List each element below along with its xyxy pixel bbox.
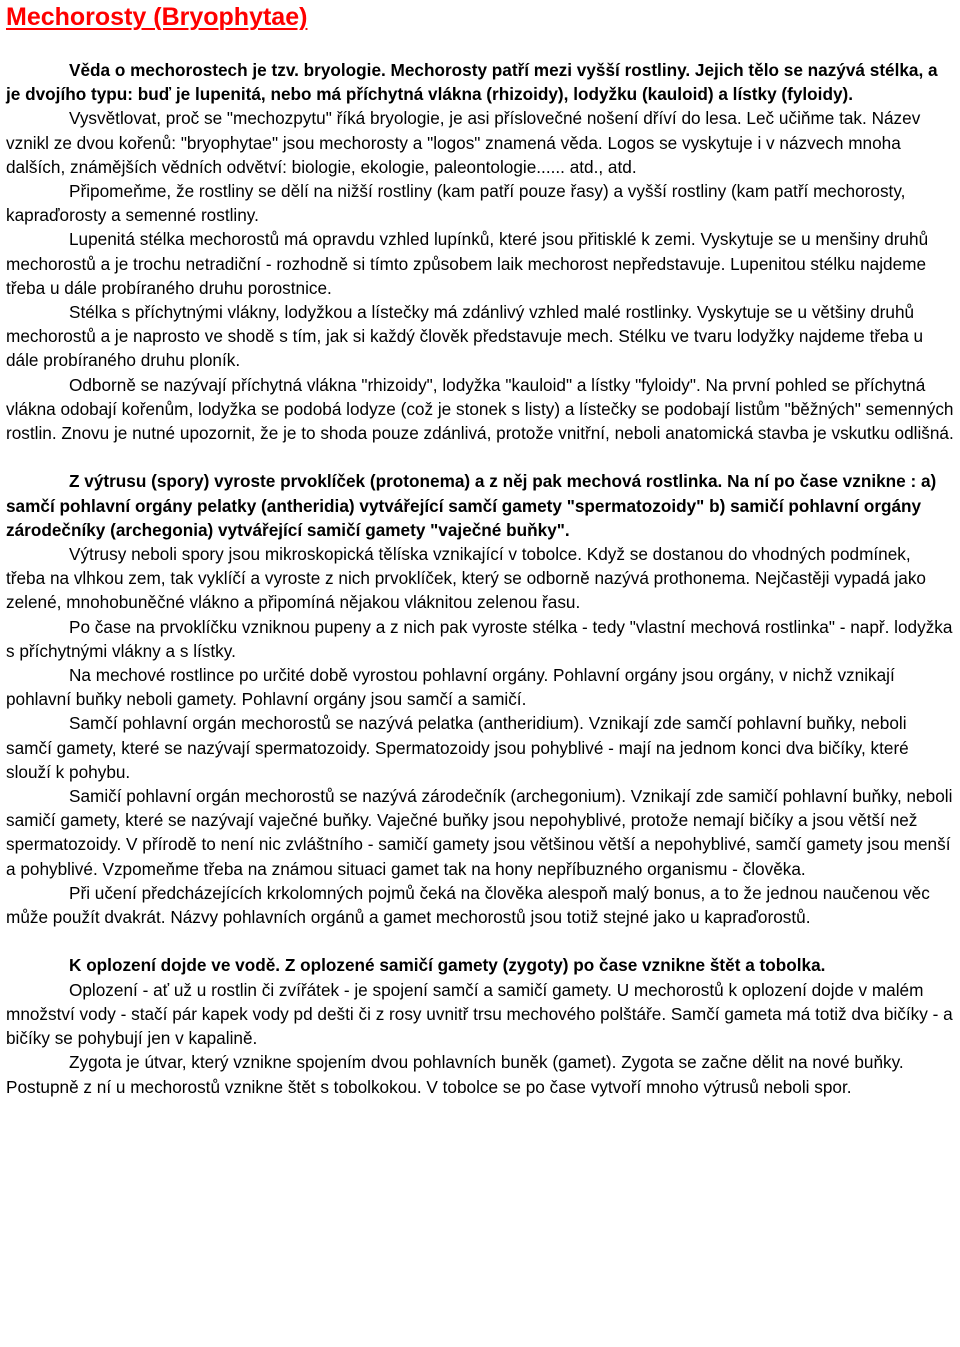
paragraph-bold-text: Z výtrusu (spory) vyroste prvoklíček (protonema) a z něj pak mechová rostlinka. Na ní po čase vznikne : a) samčí pohlavní orgány pelatky (antheridia) vytvářející samčí gamety "spermatozoidy" b) samičí pohlavní orgány zárodečníky (archegonia) vytvářející samičí gamety "vaječné buňky". [6, 471, 937, 540]
paragraph-text: Na mechové rostlince po určité době vyrostou pohlavní orgány. Pohlavní orgány jsou orgány, v nichž vznikají pohlavní buňky neboli gamety. Pohlavní orgány jsou samčí a samičí. [6, 665, 895, 710]
paragraph-text: Připomeňme, že rostliny se dělí na nižší rostliny (kam patří pouze řasy) a vyšší rostliny (kam patří mechorosty, kapraďorosty a semenné rostliny. [6, 181, 906, 226]
paragraph [6, 106, 954, 179]
section-1 [6, 58, 954, 445]
paragraph-text: Lupenitá stélka mechorostů má opravdu vzhled lupínků, které jsou přitisklé k zemi. Vyskytuje se u menšiny druhů mechorostů a je trochu netradiční - rozhodně si tímto způsobem laik mechorost nepředstavuje. Lupenitou stélku najdeme třeba u dále probíraného druhu porostnice. [6, 229, 929, 298]
paragraph [6, 881, 954, 929]
paragraph [6, 469, 954, 542]
paragraph-text: Při učení předcházejících krkolomných pojmů čeká na člověka alespoň malý bonus, a to že jednou naučenou věc může použít dvakrát. Názvy pohlavních orgánů a gamet mechorostů jsou totiž stejné jako u kapraďorostů. [6, 882, 930, 928]
paragraph [6, 300, 954, 373]
paragraph [6, 663, 954, 711]
paragraph-bold-text: K oplození dojde ve vodě. Z oplozené samičí gamety (zygoty) po čase vznikne štět a tobolka. [69, 955, 826, 976]
paragraph-text: Vysvětlovat, proč se "mechozpytu" říká bryologie, je asi příslovečné nošení dříví do lesa. Leč učiňme tak. Název vznikl ze dvou kořenů: "bryophytae" jsou mechorosty a "logos" znamená věda. Logos se vyskytuje i v názvech mnoha dalších, známějších vědních odvětví: biologie, ekologie, paleontologie...... atd., atd. [6, 108, 921, 177]
paragraph [6, 373, 954, 446]
paragraph [6, 227, 954, 300]
paragraph-text: Stélka s příchytnými vlákny, lodyžkou a lístečky má zdánlivý vzhled malé rostlinky. Vyskytuje se u většiny druhů mechorostů a je naprosto ve shodě s tím, jak si každý člověk představuje mech. Stélku ve tvaru lodyžky najdeme třeba u dále probíraného druhu ploník. [6, 302, 924, 371]
paragraph [6, 978, 954, 1051]
paragraph [6, 1050, 954, 1098]
paragraph [6, 58, 954, 106]
paragraph-text: Výtrusy neboli spory jsou mikroskopická tělíska vznikající v tobolce. Když se dostanou do vhodných podmínek, třeba na vlhkou zem, tak vyklíčí a vyroste z nich prvoklíček, který se odborně nazývá prothonema. Nejčastěji vypadá jako zelené, mnohobuněčné vlákno a připomíná nějakou vláknitou zelenou řasu. [6, 544, 926, 613]
paragraph-text: Samčí pohlavní orgán mechorostů se nazývá pelatka (antheridium). Vznikají zde samčí pohlavní buňky, neboli samčí gamety, které se nazývají spermatozoidy. Spermatozoidy jsou pohyblivé - mají na jednom konci dva bičíky, které slouží k pohybu. [6, 713, 909, 782]
paragraph [6, 179, 954, 227]
paragraph-text: Po čase na prvoklíčku vzniknou pupeny a z nich pak vyroste stélka - tedy "vlastní mechová rostlinka" - např. lodyžka s příchytnými vlákny a s lístky. [6, 616, 953, 661]
paragraph-bold-text: Věda o mechorostech je tzv. bryologie. Mechorosty patří mezi vyšší rostliny. Jejich tělo se nazývá stélka, a je dvojího typu: buď je lupenitá, nebo má příchytná vlákna (rhizoidy), lodyžku (kauloid) a lístky (fyloidy). [6, 60, 938, 105]
section-2 [6, 469, 954, 929]
paragraph [6, 953, 954, 977]
paragraph-text: Odborně se nazývají příchytná vlákna "rhizoidy", lodyžka "kauloid" a lístky "fyloidy". Na první pohled se příchytná vlákna odobají kořenům, lodyžka se podobá lodyze (což je stonek s listy) a lístečky se podobají listům "běžných" semenných rostlin. Znovu je nutné upozornit, že je to shoda pouze zdánlivá, protože vnitřní, neboli anatomická stavba je vskutku odlišná. [6, 374, 954, 444]
paragraph [6, 711, 954, 784]
paragraph-text: Samičí pohlavní orgán mechorostů se nazývá zárodečník (archegonium). Vznikají zde samičí pohlavní buňky, neboli samičí gamety, které se nazývají vaječné buňky. Vaječné buňky jsou nepohyblivé, protože nemají bičíky a jsou větší než spermatozoidy. V přírodě to není nic zvláštního - samičí gamety jsou většinou větší a nepohyblivé, samčí gamety jsou menší a pohyblivé. Vzpomeňme třeba na známou situaci gamet tak na hony nepříbuzného organismu - člověka. [6, 786, 953, 879]
title-gap [6, 32, 954, 58]
section-spacer [6, 445, 954, 469]
paragraph-text: Oplození - ať už u rostlin či zvířátek - je spojení samčí a samičí gamety. U mechorostů k oplození dojde v malém množství vody - stačí pár kapek vody pd dešti či z rosy uvnitř trsu mechového polštáře. Samčí gameta má totiž dva bičíky - a bičíky se pohybují jen v kapalině. [6, 979, 953, 1049]
section-spacer [6, 929, 954, 953]
paragraph [6, 542, 954, 615]
paragraph [6, 615, 954, 663]
section-3 [6, 953, 954, 1098]
paragraph-text: Zygota je útvar, který vznikne spojením dvou pohlavních buněk (gamet). Zygota se začne dělit na nové buňky. Postupně z ní u mechorostů vznikne štět s tobolkokou. V tobolce se po čase vytvoří mnoho výtrusů neboli spor. [6, 1052, 904, 1097]
paragraph [6, 784, 954, 881]
page-title: Mechorosty (Bryophytae) [6, 3, 308, 31]
document-body [6, 58, 954, 1099]
